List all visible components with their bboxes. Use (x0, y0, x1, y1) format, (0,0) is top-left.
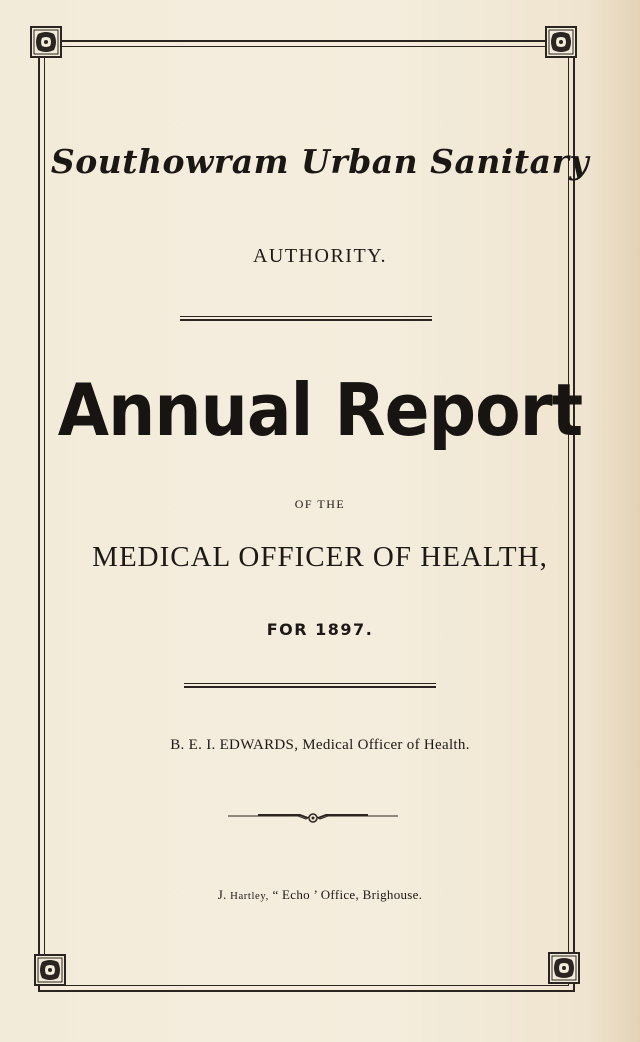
printer-imprint (0, 887, 640, 903)
double-rule-divider (184, 683, 436, 688)
printer-name: Hartley, (230, 891, 269, 902)
authority-heading: Southowram Urban Sanitary (50, 142, 590, 181)
corner-ornament-icon (30, 26, 62, 58)
printer-initial: J. (217, 887, 231, 902)
author-line: B. E. I. EDWARDS, Medical Officer of Health. (170, 737, 470, 753)
corner-ornament-icon (545, 26, 577, 58)
main-title: Annual Report (57, 368, 583, 452)
authority-subheading: AUTHORITY. (252, 245, 388, 267)
ornamental-divider-icon (228, 806, 398, 826)
office-title: MEDICAL OFFICER OF HEALTH, (92, 541, 548, 573)
border-frame-inner (44, 46, 569, 986)
of-the-label: OF THE (294, 497, 346, 511)
report-year: FOR 1897. (266, 620, 374, 639)
printer-office: “ Echo ’ Office, Brighouse. (268, 887, 423, 902)
corner-ornament-icon (34, 954, 66, 986)
double-rule-divider (180, 316, 432, 321)
corner-ornament-icon (548, 952, 580, 984)
